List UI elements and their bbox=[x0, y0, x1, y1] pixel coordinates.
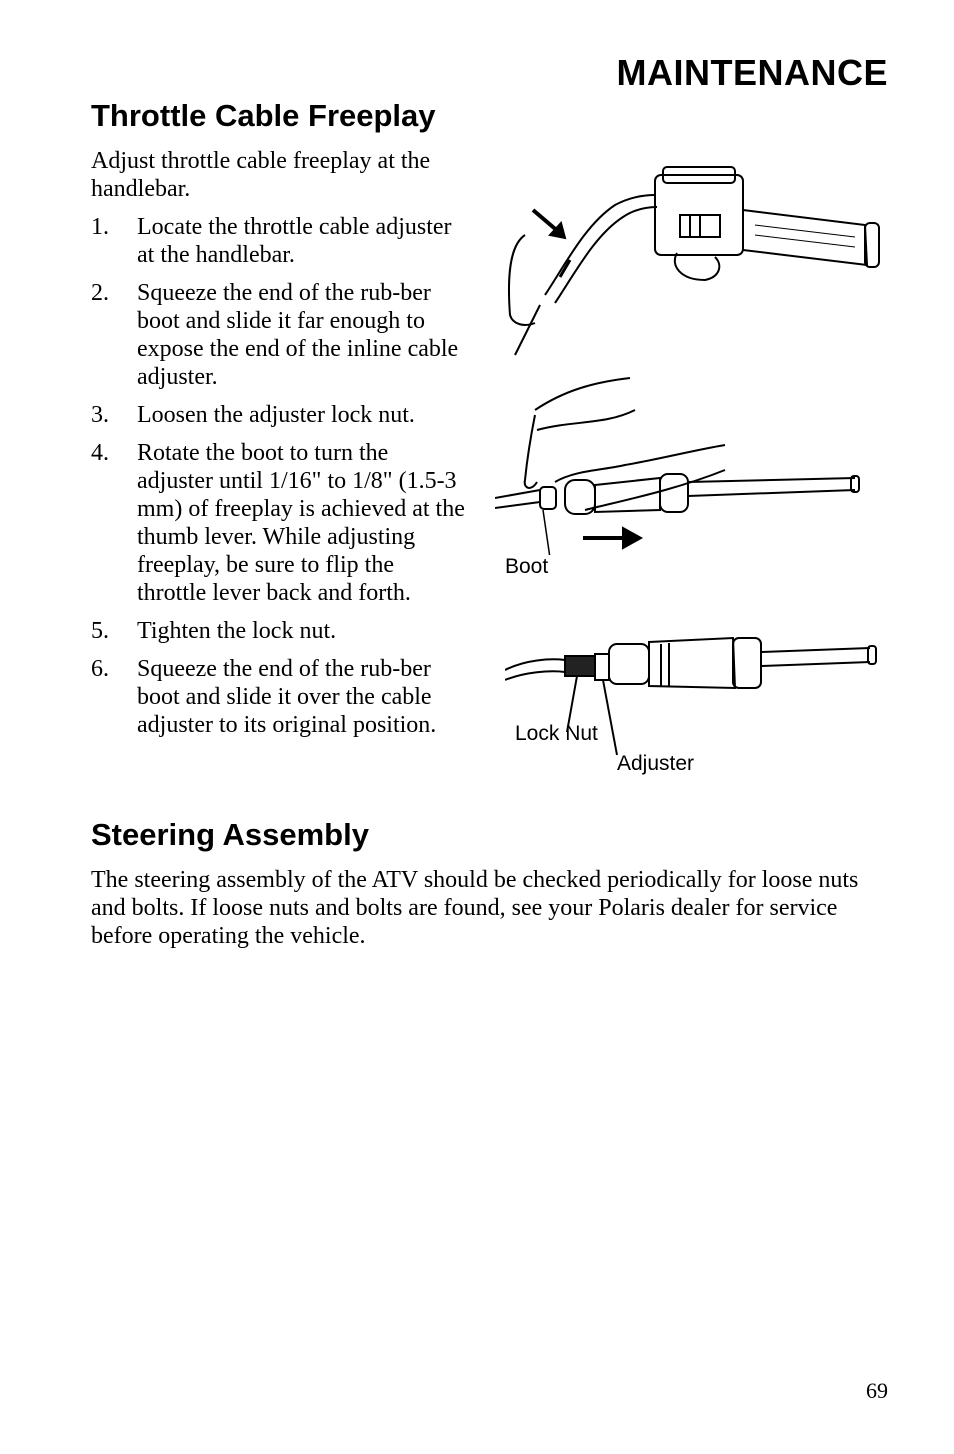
steering-assembly-heading: Steering Assembly bbox=[91, 817, 369, 852]
boot-illustration bbox=[495, 370, 865, 555]
list-item bbox=[91, 401, 466, 429]
step-text: Tighten the lock nut. bbox=[137, 618, 337, 644]
list-item bbox=[91, 213, 466, 269]
list-item bbox=[91, 617, 466, 645]
throttle-steps-list bbox=[91, 213, 466, 749]
step-text: Locate the throttle cable adjuster at the handlebar. bbox=[137, 214, 452, 268]
step-number: 4. bbox=[91, 440, 109, 466]
step-number: 6. bbox=[91, 656, 109, 682]
step-number: 5. bbox=[91, 618, 109, 644]
handlebar-illustration bbox=[505, 165, 890, 365]
throttle-intro: Adjust throttle cable freeplay at the handlebar. bbox=[91, 148, 431, 202]
boot-label: Boot bbox=[505, 555, 549, 578]
list-item bbox=[91, 439, 466, 607]
step-number: 3. bbox=[91, 402, 109, 428]
step-text: Rotate the boot to turn the adjuster until 1/16" to 1/8" (1.5-3 mm) of freeplay is achieved at the thumb lever. While adjusting freeplay, be sure to flip the throttle lever back and forth. bbox=[137, 440, 465, 606]
step-text: Squeeze the end of the rub-ber boot and slide it over the cable adjuster to its original position. bbox=[137, 656, 437, 738]
list-item bbox=[91, 279, 466, 391]
step-text: Loosen the adjuster lock nut. bbox=[137, 402, 415, 428]
page-number: 69 bbox=[866, 1378, 888, 1403]
list-item bbox=[91, 655, 466, 739]
adjuster-label: Adjuster bbox=[617, 752, 695, 775]
step-number: 2. bbox=[91, 280, 109, 306]
steering-body-text: The steering assembly of the ATV should be checked periodically for loose nuts and bolts. If loose nuts and bolts are found, see your Polaris dealer for service before operating the vehicle. bbox=[91, 867, 859, 949]
step-number: 1. bbox=[91, 214, 109, 240]
lock-nut-label: Lock Nut bbox=[515, 722, 598, 745]
throttle-cable-heading: Throttle Cable Freeplay bbox=[91, 98, 436, 133]
section-header: MAINTENANCE bbox=[616, 52, 888, 93]
step-text: Squeeze the end of the rub-ber boot and slide it far enough to expose the end of the inline cable adjuster. bbox=[137, 280, 459, 390]
